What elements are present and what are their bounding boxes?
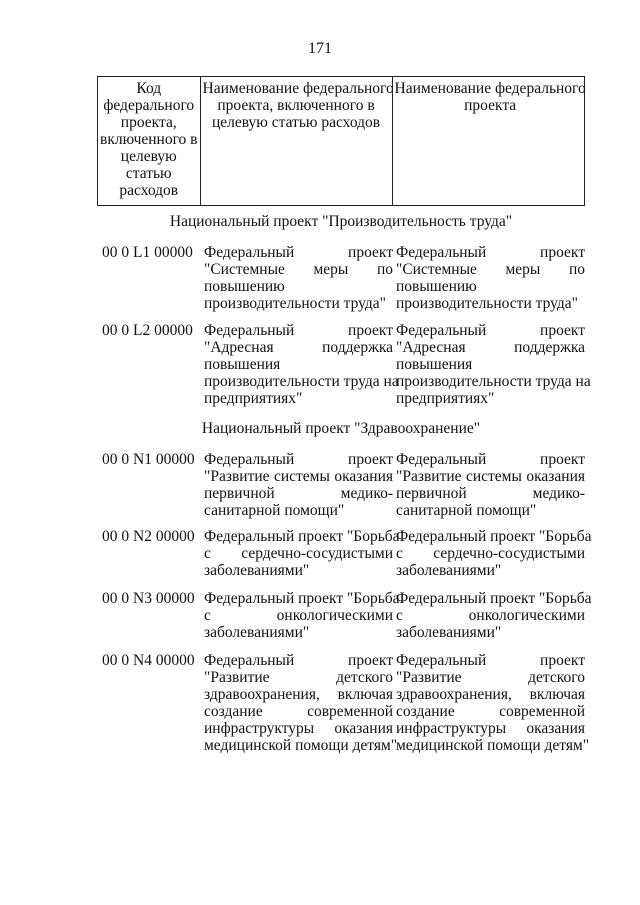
- header-line: целевую статью расходов: [211, 114, 381, 131]
- project-name-budget: [204, 528, 400, 579]
- text-line: первичной медико-: [204, 485, 393, 502]
- text-line: создание современной: [204, 703, 393, 720]
- text-line: Федеральный проект: [396, 322, 585, 339]
- header-line: проекта, включенного в: [217, 97, 375, 114]
- text-line: Федеральный проект: [204, 244, 393, 261]
- text-line: Федеральный проект "Борьба: [204, 528, 400, 545]
- text-line: первичной медико-: [396, 485, 585, 502]
- text-line: создание современной: [396, 703, 585, 720]
- text-line: "Развитие детского: [204, 669, 393, 686]
- text-line: Федеральный проект: [396, 652, 585, 669]
- header-line: целевую: [120, 148, 177, 165]
- text-line: санитарной помощи": [396, 502, 537, 519]
- text-line: Федеральный проект: [204, 451, 393, 468]
- header-line: включенного в: [100, 131, 198, 148]
- project-name-budget: [204, 451, 393, 519]
- header-line: расходов: [119, 182, 179, 199]
- text-line: с сердечно-сосудистыми: [204, 545, 393, 562]
- text-line: с онкологическими: [396, 607, 585, 624]
- text-line: заболеваниями": [204, 624, 310, 641]
- text-line: производительности труда": [204, 295, 386, 312]
- project-name: [396, 590, 592, 641]
- text-line: здравоохранения, включая: [204, 686, 393, 703]
- text-line: "Развитие детского: [396, 669, 585, 686]
- header-code-column: [98, 77, 200, 205]
- project-name-budget: [204, 322, 399, 407]
- table-header: [97, 76, 585, 206]
- text-line: Федеральный проект: [204, 652, 393, 669]
- section-title: Национальный проект "Производительность труда": [169, 213, 513, 230]
- project-code: 00 0 L2 00000: [102, 322, 193, 339]
- project-code: 00 0 N4 00000: [102, 652, 195, 669]
- text-line: Федеральный проект: [396, 244, 585, 261]
- text-line: предприятиях": [204, 390, 303, 407]
- text-line: "Системные меры по: [396, 261, 585, 278]
- text-line: "Системные меры по: [204, 261, 393, 278]
- project-name: [396, 528, 592, 579]
- header-line: Код: [136, 80, 162, 97]
- text-line: Федеральный проект "Борьба: [204, 590, 400, 607]
- project-name: [396, 652, 590, 754]
- text-line: Федеральный проект "Борьба: [396, 590, 592, 607]
- text-line: инфраструктуры оказания: [396, 720, 585, 737]
- project-code: 00 0 N1 00000: [102, 451, 195, 468]
- header-line: Наименование федерального: [394, 80, 586, 97]
- text-line: повышению: [396, 278, 477, 295]
- project-code: 00 0 N3 00000: [102, 590, 195, 607]
- text-line: Федеральный проект: [204, 322, 393, 339]
- text-line: "Развитие системы оказания: [396, 468, 585, 485]
- header-line: проекта: [464, 97, 517, 114]
- text-line: повышения: [396, 356, 473, 373]
- project-code: 00 0 N2 00000: [102, 528, 195, 545]
- text-line: здравоохранения, включая: [396, 686, 585, 703]
- text-line: медицинской помощи детям": [396, 737, 590, 754]
- section-title: Национальный проект "Здравоохранение": [201, 420, 481, 437]
- project-name-budget: [204, 652, 398, 754]
- text-line: санитарной помощи": [204, 502, 345, 519]
- text-line: "Адресная поддержка: [204, 339, 393, 356]
- text-line: инфраструктуры оказания: [204, 720, 393, 737]
- text-line: производительности труда на: [396, 373, 591, 390]
- project-name-budget: [204, 590, 400, 641]
- text-line: Федеральный проект: [396, 451, 585, 468]
- header-line: Наименование федерального: [202, 80, 394, 97]
- text-line: с сердечно-сосудистыми: [396, 545, 585, 562]
- text-line: медицинской помощи детям": [204, 737, 398, 754]
- project-code: 00 0 L1 00000: [102, 244, 193, 261]
- header-line: статью: [125, 165, 172, 182]
- text-line: предприятиях": [396, 390, 495, 407]
- text-line: заболеваниями": [204, 562, 310, 579]
- text-line: повышению: [204, 278, 285, 295]
- page-number: 171: [308, 40, 332, 57]
- text-line: заболеваниями": [396, 562, 502, 579]
- header-project-column: [392, 77, 588, 205]
- project-name: [396, 451, 585, 519]
- text-line: Федеральный проект "Борьба: [396, 528, 592, 545]
- project-name: [396, 322, 591, 407]
- header-name-column: [200, 77, 392, 205]
- text-line: заболеваниями": [396, 624, 502, 641]
- text-line: "Развитие системы оказания: [204, 468, 393, 485]
- header-line: проекта,: [120, 114, 177, 131]
- text-line: повышения: [204, 356, 281, 373]
- text-line: "Адресная поддержка: [396, 339, 585, 356]
- header-line: федерального: [103, 97, 195, 114]
- text-line: производительности труда": [396, 295, 578, 312]
- project-name-budget: [204, 244, 393, 312]
- project-name: [396, 244, 585, 312]
- text-line: производительности труда на: [204, 373, 399, 390]
- text-line: с онкологическими: [204, 607, 393, 624]
